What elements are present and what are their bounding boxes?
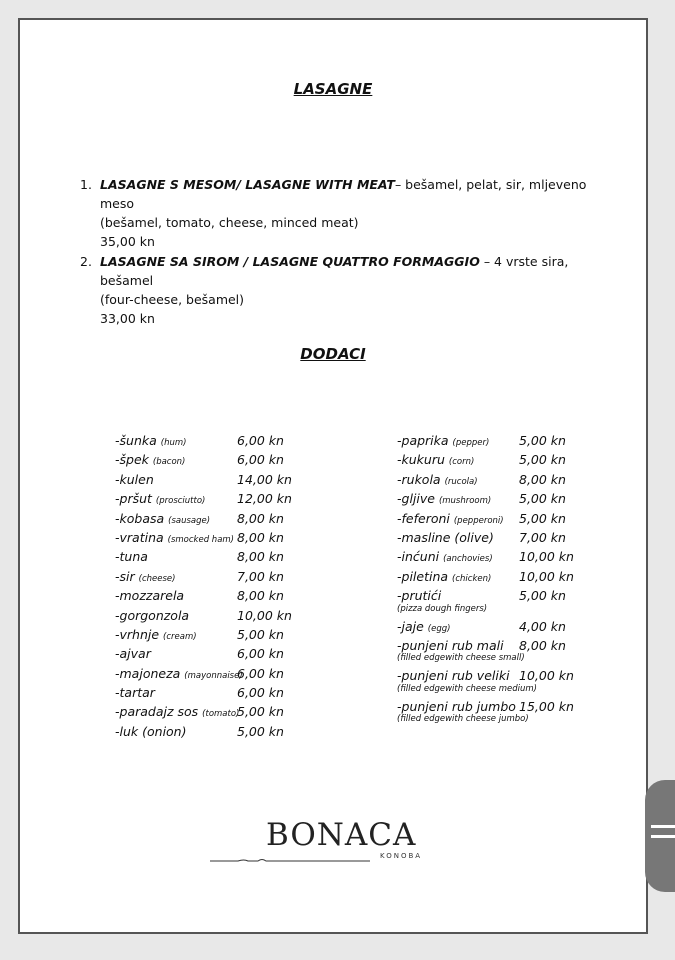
item-price: 35,00 kn xyxy=(100,234,155,249)
addon-price: 5,00 kn xyxy=(237,704,284,720)
addon-price: 8,00 kn xyxy=(519,637,566,653)
addon-price: 5,00 kn xyxy=(237,626,284,642)
addon-row xyxy=(397,668,637,687)
addon-name xyxy=(115,724,186,739)
addon-note: (mushroom) xyxy=(438,496,492,507)
addon-price: 6,00 kn xyxy=(237,452,284,468)
addon-row xyxy=(115,588,355,607)
logo-subtitle: KONOBA xyxy=(380,852,423,860)
item-desc: – 4 vrste sira, bešamel xyxy=(100,254,569,288)
addon-name xyxy=(115,666,243,681)
addon-name xyxy=(397,619,450,634)
addon-name xyxy=(115,511,210,526)
addon-note: (anchovies) xyxy=(443,554,493,565)
item-number: 1. xyxy=(80,177,92,192)
addon-note: (bacon) xyxy=(152,457,186,468)
menu-page xyxy=(18,18,648,934)
addon-row xyxy=(397,549,637,568)
addon-row xyxy=(115,608,355,627)
item-name: LASAGNE SA SIROM / LASAGNE QUATTRO FORMAGGIO xyxy=(100,254,480,269)
addon-label: -ajvar xyxy=(115,646,151,662)
addon-price: 6,00 kn xyxy=(237,433,284,448)
addon-name xyxy=(115,608,189,623)
addon-row xyxy=(115,530,355,549)
addon-row xyxy=(397,472,637,491)
addon-label: -luk (onion) xyxy=(115,723,187,739)
addon-name xyxy=(115,627,197,642)
item-price: 33,00 kn xyxy=(100,311,155,326)
addon-price: 14,00 kn xyxy=(237,471,292,487)
addon-label: -tuna xyxy=(115,549,148,565)
addon-name xyxy=(397,588,441,603)
addon-price: 5,00 kn xyxy=(237,723,284,739)
addon-price: 8,00 kn xyxy=(237,549,284,565)
addon-row xyxy=(115,549,355,568)
addon-label: -špek xyxy=(115,452,149,468)
addon-name xyxy=(115,530,234,545)
addon-label: -tartar xyxy=(115,685,155,701)
addon-price: 10,00 kn xyxy=(519,549,574,565)
addon-row xyxy=(115,646,355,665)
addon-note: (cream) xyxy=(163,631,197,642)
addon-label: -majoneza xyxy=(115,665,181,681)
addon-row xyxy=(115,433,355,452)
addon-row xyxy=(115,569,355,588)
addon-price: 6,00 kn xyxy=(237,685,284,701)
addon-row xyxy=(115,704,355,723)
addon-note: (pepper) xyxy=(452,438,490,448)
dodaci-title: DODACI xyxy=(300,345,366,363)
addon-row xyxy=(397,588,637,607)
addon-price: 5,00 kn xyxy=(519,433,566,448)
addon-note: (corn) xyxy=(448,457,475,468)
addon-label: -kulen xyxy=(115,471,154,487)
addon-note: (pepperoni) xyxy=(453,515,504,526)
addon-price: 5,00 kn xyxy=(519,491,566,507)
addon-price: 5,00 kn xyxy=(519,452,566,468)
addon-name xyxy=(115,491,205,506)
addon-row xyxy=(397,569,637,588)
addon-label: -masline (olive) xyxy=(397,529,494,545)
menu-icon xyxy=(651,825,675,828)
addon-label: -sir xyxy=(115,568,135,584)
addon-row xyxy=(115,511,355,530)
addon-label: -punjeni rub mali xyxy=(397,637,504,653)
addon-price: 10,00 kn xyxy=(519,668,574,684)
addon-subnote: (filled edgewith cheese medium) xyxy=(397,683,537,694)
addon-name xyxy=(115,452,185,467)
item-desc-en: (bešamel, tomato, cheese, minced meat) xyxy=(100,215,359,230)
addon-name xyxy=(397,452,474,467)
addon-price: 10,00 kn xyxy=(237,607,292,623)
addon-label: -rukola xyxy=(397,471,441,487)
addon-row xyxy=(397,638,637,657)
addon-name xyxy=(397,668,510,683)
bonaca-logo xyxy=(210,815,440,875)
addon-name xyxy=(397,491,491,506)
addon-label: -kukuru xyxy=(397,452,445,468)
addon-price: 4,00 kn xyxy=(519,618,566,634)
addon-name xyxy=(115,685,155,700)
addon-note: (chicken) xyxy=(452,573,492,584)
addon-subnote: (filled edgewith cheese small) xyxy=(397,653,525,664)
addon-note: (smocked ham) xyxy=(167,534,234,545)
addon-name xyxy=(397,472,478,487)
addon-name xyxy=(115,646,151,661)
addon-label: -punjeni rub jumbo xyxy=(397,698,516,714)
addon-note: (rucola) xyxy=(444,476,478,487)
addon-note: (egg) xyxy=(427,623,451,634)
addon-label: -feferoni xyxy=(397,510,450,526)
logo-name: BONACA xyxy=(266,817,417,853)
addon-price: 12,00 kn xyxy=(237,491,292,507)
addon-price: 6,00 kn xyxy=(237,665,284,681)
menu-icon xyxy=(651,835,675,838)
addon-note: (prosciutto) xyxy=(155,496,206,507)
item-desc-en: (four-cheese, bešamel) xyxy=(100,292,245,307)
addon-name xyxy=(115,549,148,564)
item-name: LASAGNE S MESOM/ LASAGNE WITH MEAT xyxy=(100,177,395,192)
addon-label: -vratina xyxy=(115,529,164,545)
addon-name xyxy=(115,433,186,448)
addon-row xyxy=(115,666,355,685)
addon-note: (mayonnaise) xyxy=(184,670,243,681)
addon-price: 8,00 kn xyxy=(237,588,284,604)
addon-label: -jaje xyxy=(397,618,424,634)
addon-label: -inćuni xyxy=(397,549,440,565)
addon-name xyxy=(397,569,491,584)
item-desc: – bešamel, pelat, sir, mljeveno meso xyxy=(100,177,587,211)
addon-price: 5,00 kn xyxy=(519,510,566,526)
addon-name xyxy=(115,569,175,584)
addon-label: -piletina xyxy=(397,568,449,584)
side-menu-tab[interactable] xyxy=(645,780,675,892)
addon-label: -vrhnje xyxy=(115,626,160,642)
addon-price: 7,00 kn xyxy=(237,568,284,584)
addon-note: (hum) xyxy=(160,438,187,448)
addon-row xyxy=(115,627,355,646)
addon-price: 8,00 kn xyxy=(519,471,566,487)
logo-wave xyxy=(210,853,370,863)
addon-row xyxy=(397,511,637,530)
addon-price: 8,00 kn xyxy=(237,529,284,545)
addon-label: -gorgonzola xyxy=(115,607,190,623)
addon-note: (tomato) xyxy=(202,709,240,720)
addon-label: -punjeni rub veliki xyxy=(397,668,510,684)
addon-name xyxy=(115,588,184,603)
addon-label: -pršut xyxy=(115,491,152,507)
addon-price: 10,00 kn xyxy=(519,568,574,584)
menu-item xyxy=(80,175,600,251)
addon-name xyxy=(397,433,489,448)
addon-label: -mozzarela xyxy=(115,588,185,604)
addon-row xyxy=(397,452,637,471)
addon-row xyxy=(397,699,637,718)
addon-price: 6,00 kn xyxy=(237,646,284,662)
addon-note: (sausage) xyxy=(168,515,211,526)
addon-subnote: (filled edgewith cheese jumbo) xyxy=(397,714,529,725)
addon-label: -paprika xyxy=(397,433,449,448)
addon-price: 8,00 kn xyxy=(237,510,284,526)
addons-right-column xyxy=(397,433,637,729)
addon-price: 7,00 kn xyxy=(519,529,566,545)
addon-row xyxy=(115,685,355,704)
menu-item xyxy=(80,252,600,328)
addon-label: -paradajz sos xyxy=(115,704,199,720)
addon-name xyxy=(397,511,504,526)
addon-note: (cheese) xyxy=(138,573,176,584)
item-number: 2. xyxy=(80,254,92,269)
addon-name xyxy=(115,472,154,487)
addon-name xyxy=(397,549,493,564)
addon-row xyxy=(397,433,637,452)
addon-subnote: (pizza dough fingers) xyxy=(397,603,488,614)
addon-name xyxy=(115,704,239,719)
addon-label: -gljive xyxy=(397,491,435,507)
addon-name xyxy=(397,530,494,545)
addon-row xyxy=(115,452,355,471)
lasagne-title: LASAGNE xyxy=(293,80,373,98)
addon-row xyxy=(397,530,637,549)
addon-row xyxy=(115,724,355,743)
addon-label: -šunka xyxy=(115,433,157,448)
addon-row xyxy=(397,491,637,510)
addon-row xyxy=(115,472,355,491)
addon-row xyxy=(397,619,637,638)
addons-left-column xyxy=(115,433,355,743)
addon-label: -kobasa xyxy=(115,510,165,526)
addon-name xyxy=(397,638,504,653)
addon-name xyxy=(397,699,516,714)
addon-price: 5,00 kn xyxy=(519,588,566,604)
addon-label: -prutići xyxy=(397,588,442,604)
addon-price: 15,00 kn xyxy=(519,698,574,714)
addon-row xyxy=(115,491,355,510)
